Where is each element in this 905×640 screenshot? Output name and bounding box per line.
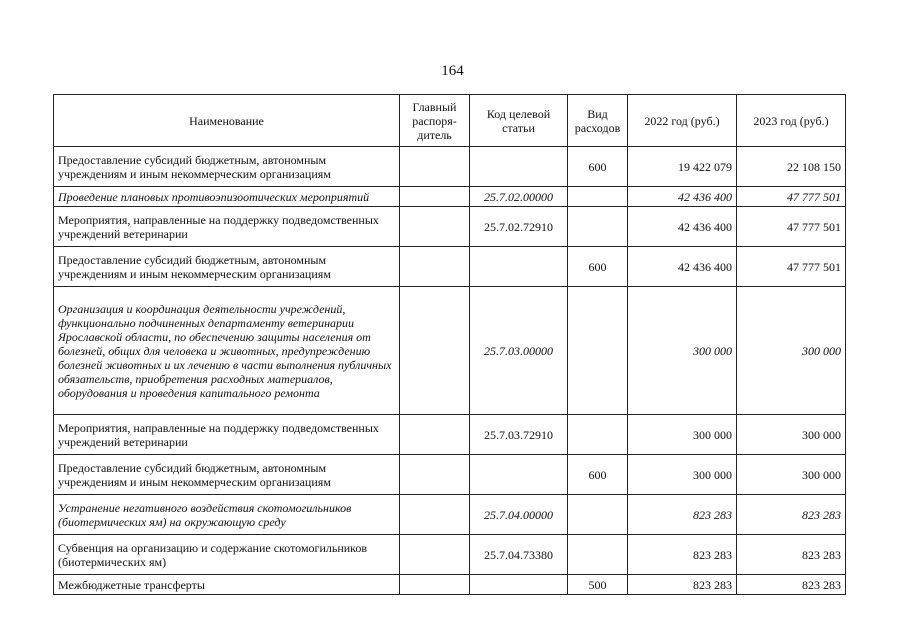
row-name: Предоставление субсидий бюджетным, автономным учреждениям и иным некоммерческим организациям (54, 247, 400, 287)
table-row (54, 287, 846, 415)
row-admin (400, 535, 470, 575)
table-row (54, 187, 846, 207)
row-2022: 300 000 (628, 415, 737, 455)
header-vid: Вид расходов (568, 95, 628, 147)
row-name: Межбюджетные трансферты (54, 575, 400, 595)
header-name: Наименование (54, 95, 400, 147)
row-2022: 823 283 (628, 535, 737, 575)
row-vid: 600 (568, 247, 628, 287)
row-code: 25.7.04.00000 (470, 495, 568, 535)
row-admin (400, 495, 470, 535)
row-vid (568, 415, 628, 455)
row-vid (568, 287, 628, 415)
row-2023: 823 283 (737, 535, 846, 575)
table-row (54, 455, 846, 495)
row-2023: 300 000 (737, 287, 846, 415)
row-2022: 42 436 400 (628, 187, 737, 207)
row-vid (568, 207, 628, 247)
row-2022: 42 436 400 (628, 207, 737, 247)
row-name: Мероприятия, направленные на поддержку подведомственных учреждений ветеринарии (54, 415, 400, 455)
table-row (54, 207, 846, 247)
header-row (54, 95, 846, 147)
row-admin (400, 415, 470, 455)
row-2023: 300 000 (737, 415, 846, 455)
row-code: 25.7.03.00000 (470, 287, 568, 415)
header-code: Код целевой статьи (470, 95, 568, 147)
row-2022: 823 283 (628, 495, 737, 535)
table-row (54, 575, 846, 595)
row-2022: 300 000 (628, 287, 737, 415)
row-2023: 47 777 501 (737, 207, 846, 247)
row-2023: 22 108 150 (737, 147, 846, 187)
row-name: Предоставление субсидий бюджетным, автономным учреждениям и иным некоммерческим организациям (54, 147, 400, 187)
row-admin (400, 575, 470, 595)
row-vid (568, 535, 628, 575)
table-row (54, 247, 846, 287)
row-2022: 19 422 079 (628, 147, 737, 187)
row-vid: 600 (568, 147, 628, 187)
row-2023: 47 777 501 (737, 187, 846, 207)
row-code: 25.7.02.00000 (470, 187, 568, 207)
page-number: 164 (441, 63, 464, 79)
row-code (470, 147, 568, 187)
row-2023: 823 283 (737, 495, 846, 535)
row-2023: 823 283 (737, 575, 846, 595)
row-code (470, 575, 568, 595)
row-2022: 42 436 400 (628, 247, 737, 287)
row-2022: 300 000 (628, 455, 737, 495)
header-admin: Главный распоря-дитель (400, 95, 470, 147)
row-name: Устранение негативного воздействия скотомогильников (биотермических ям) на окружающую среду (54, 495, 400, 535)
table-row (54, 415, 846, 455)
row-admin (400, 287, 470, 415)
row-vid (568, 495, 628, 535)
row-2022: 823 283 (628, 575, 737, 595)
row-admin (400, 455, 470, 495)
row-name: Мероприятия, направленные на поддержку подведомственных учреждений ветеринарии (54, 207, 400, 247)
table-row (54, 147, 846, 187)
row-admin (400, 147, 470, 187)
table-row (54, 535, 846, 575)
row-code: 25.7.04.73380 (470, 535, 568, 575)
table-row (54, 495, 846, 535)
row-code (470, 455, 568, 495)
row-name: Организация и координация деятельности учреждений, функционально подчиненных департаменту ветеринарии Ярославской области, по обеспечению защиты населения от болезней, общих для человека и животных, предупреждению болезней животных и их лечению в части выполнения публичных обязательств, приобретения расходных материалов, оборудования и проведения капитального ремонта (54, 287, 400, 415)
row-admin (400, 207, 470, 247)
header-2023: 2023 год (руб.) (737, 95, 846, 147)
row-code: 25.7.03.72910 (470, 415, 568, 455)
row-admin (400, 187, 470, 207)
row-name: Субвенция на организацию и содержание скотомогильников (биотермических ям) (54, 535, 400, 575)
row-name: Проведение плановых противоэпизоотических мероприятий (54, 187, 400, 207)
row-2023: 47 777 501 (737, 247, 846, 287)
row-vid (568, 187, 628, 207)
row-vid: 600 (568, 455, 628, 495)
row-admin (400, 247, 470, 287)
row-2023: 300 000 (737, 455, 846, 495)
budget-table (53, 94, 846, 595)
row-code (470, 247, 568, 287)
row-name: Предоставление субсидий бюджетным, автономным учреждениям и иным некоммерческим организациям (54, 455, 400, 495)
header-2022: 2022 год (руб.) (628, 95, 737, 147)
row-vid: 500 (568, 575, 628, 595)
row-code: 25.7.02.72910 (470, 207, 568, 247)
